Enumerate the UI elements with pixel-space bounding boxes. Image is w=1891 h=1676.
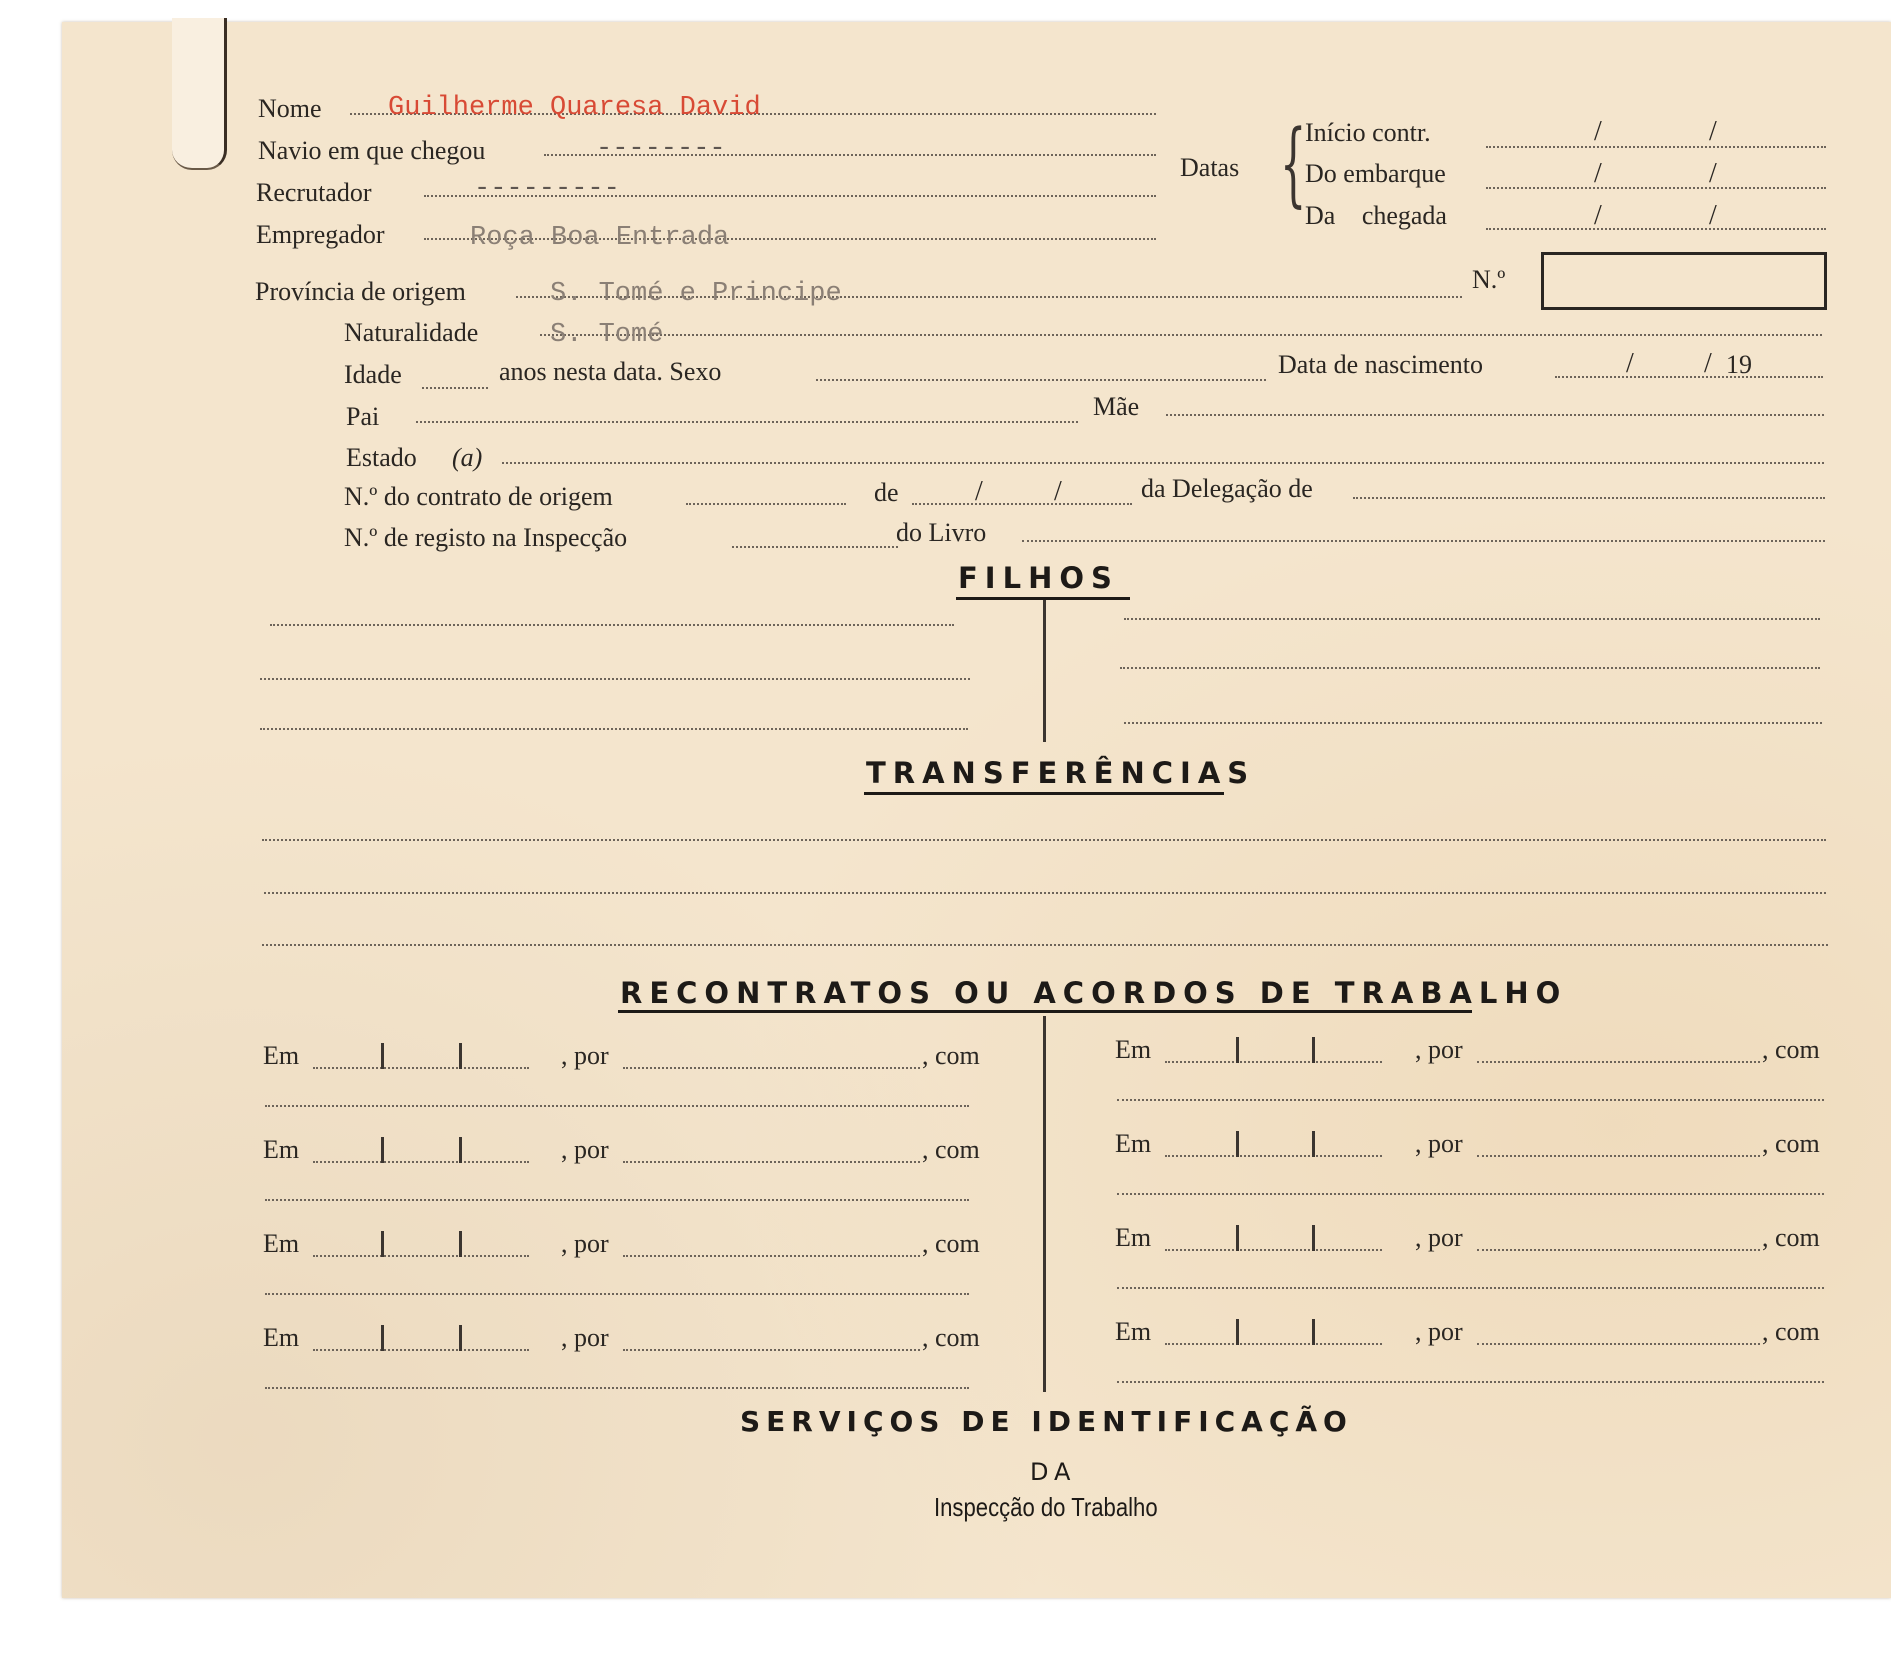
- footer-line-2: DA: [1030, 1458, 1077, 1486]
- filhos-right-line-3[interactable]: [1124, 722, 1822, 724]
- footer-line-1: SERVIÇOS DE IDENTIFICAÇÃO: [740, 1405, 1353, 1438]
- recontratos-divider: [1043, 1016, 1046, 1392]
- idade-line: [422, 387, 488, 389]
- navio-value[interactable]: --------: [596, 134, 726, 164]
- registo-label: N.º de registo na Inspecção: [344, 523, 628, 552]
- recontrato-com-label: , com: [1762, 1317, 1820, 1346]
- embarque-label: Do embarque: [1305, 159, 1446, 188]
- recontrato-date-bar-1: [381, 1043, 384, 1069]
- recontrato-second-line-left[interactable]: [265, 1199, 969, 1201]
- recontrato-date-bar-1: [1236, 1131, 1239, 1157]
- recontrato-em-label: Em: [1115, 1035, 1152, 1064]
- naturalidade-value[interactable]: S. Tomé: [550, 320, 664, 350]
- chegada-label: Da chegada: [1305, 201, 1447, 230]
- recontrato-date-line[interactable]: [1165, 1155, 1382, 1157]
- navio-label: Navio em que chegou: [258, 136, 486, 165]
- recontrato-em-label: Em: [1115, 1317, 1152, 1346]
- recontrato-por-label: , por: [561, 1229, 609, 1258]
- empregador-label: Empregador: [256, 220, 385, 249]
- nascimento-year: 19: [1726, 350, 1752, 379]
- transferencias-line-3[interactable]: [262, 944, 1828, 946]
- contrato-date-line: [912, 503, 1132, 505]
- pai-label: Pai: [346, 402, 380, 431]
- recrutador-label: Recrutador: [256, 178, 372, 207]
- recontrato-por-line[interactable]: [1477, 1249, 1760, 1251]
- recontrato-date-line[interactable]: [313, 1255, 529, 1257]
- recontrato-second-line-right[interactable]: [1117, 1381, 1824, 1383]
- transferencias-heading: TRANSFERÊNCIAS: [866, 756, 1256, 790]
- livro-label: do Livro: [896, 518, 987, 547]
- transferencias-line-1[interactable]: [262, 839, 1826, 841]
- filhos-divider: [1043, 600, 1046, 742]
- recontrato-com-label: , com: [922, 1229, 980, 1258]
- recontrato-em-label: Em: [1115, 1129, 1152, 1158]
- provincia-label: Província de origem: [255, 277, 466, 306]
- recontrato-por-line[interactable]: [1477, 1343, 1760, 1345]
- recontratos-heading: RECONTRATOS OU ACORDOS DE TRABALHO: [620, 976, 1568, 1010]
- nome-label: Nome: [258, 94, 322, 123]
- recontrato-second-line-right[interactable]: [1117, 1287, 1824, 1289]
- recontrato-por-line[interactable]: [1477, 1155, 1760, 1157]
- recontrato-por-line[interactable]: [623, 1349, 920, 1351]
- recontrato-com-label: , com: [1762, 1035, 1820, 1064]
- inicio-slash-1: /: [1594, 116, 1602, 147]
- estado-note: (a): [452, 443, 483, 472]
- nascimento-line: [1555, 376, 1823, 378]
- recontrato-date-bar-2: [1312, 1037, 1315, 1063]
- recontrato-por-label: , por: [1415, 1129, 1463, 1158]
- recontrato-por-label: , por: [561, 1041, 609, 1070]
- recontrato-em-label: Em: [263, 1229, 300, 1258]
- idade-label: Idade: [344, 360, 402, 389]
- mae-label: Mãe: [1093, 392, 1140, 421]
- inicio-label: Início contr.: [1305, 118, 1431, 147]
- filhos-right-line-1[interactable]: [1124, 618, 1820, 620]
- estado-label: Estado: [346, 443, 417, 472]
- contrato-label: N.º do contrato de origem: [344, 482, 613, 511]
- recontrato-por-label: , por: [1415, 1223, 1463, 1252]
- recontratos-underline: [618, 1010, 1472, 1013]
- anos-sexo-label: anos nesta data. Sexo: [499, 357, 722, 386]
- recontrato-com-label: , com: [922, 1135, 980, 1164]
- recontrato-por-line[interactable]: [1477, 1061, 1760, 1063]
- datas-brace: {: [1280, 110, 1307, 217]
- recontrato-em-label: Em: [263, 1323, 300, 1352]
- recontrato-second-line-left[interactable]: [265, 1105, 969, 1107]
- pai-line: [416, 421, 1078, 423]
- recontrato-por-label: , por: [561, 1323, 609, 1352]
- punched-hole: [172, 18, 227, 170]
- delegacao-label: da Delegação de: [1141, 474, 1313, 503]
- filhos-left-line-2[interactable]: [260, 678, 970, 680]
- nascimento-slash-1: /: [1626, 348, 1634, 379]
- nascimento-slash-2: /: [1704, 348, 1712, 379]
- nome-value[interactable]: Guilherme Quaresa David: [388, 93, 761, 123]
- recontrato-com-label: , com: [1762, 1129, 1820, 1158]
- recontrato-com-label: , com: [1762, 1223, 1820, 1252]
- footer-line-3: Inspecção do Trabalho: [934, 1492, 1158, 1522]
- recontrato-com-label: , com: [922, 1323, 980, 1352]
- recontrato-com-label: , com: [922, 1041, 980, 1070]
- recontrato-por-line[interactable]: [623, 1255, 920, 1257]
- recontrato-date-line[interactable]: [313, 1161, 529, 1163]
- chegada-slash-1: /: [1594, 200, 1602, 231]
- provincia-value[interactable]: S. Tomé e Principe: [550, 279, 842, 309]
- transferencias-line-2[interactable]: [264, 892, 1826, 894]
- numero-label: N.º: [1472, 265, 1506, 294]
- recontrato-date-line[interactable]: [1165, 1343, 1382, 1345]
- recontrato-second-line-left[interactable]: [265, 1387, 969, 1389]
- contrato-slash-1: /: [975, 476, 983, 507]
- recontrato-por-line[interactable]: [623, 1161, 920, 1163]
- contrato-slash-2: /: [1054, 476, 1062, 507]
- embarque-slash-2: /: [1709, 158, 1717, 189]
- recontrato-em-label: Em: [263, 1041, 300, 1070]
- livro-line: [1022, 540, 1825, 542]
- embarque-line: [1486, 187, 1826, 189]
- recontrato-date-bar-2: [459, 1231, 462, 1257]
- empregador-value[interactable]: Roça Boa Entrada: [470, 223, 730, 253]
- recontrato-date-bar-2: [459, 1137, 462, 1163]
- delegacao-line: [1353, 497, 1825, 499]
- estado-line: [502, 462, 1824, 464]
- nascimento-label: Data de nascimento: [1278, 350, 1484, 379]
- embarque-slash-1: /: [1594, 158, 1602, 189]
- recontrato-date-bar-1: [381, 1231, 384, 1257]
- recontrato-date-bar-1: [1236, 1319, 1239, 1345]
- recrutador-value[interactable]: ---------: [474, 174, 620, 204]
- recontrato-second-line-right[interactable]: [1117, 1099, 1824, 1101]
- recontrato-date-bar-1: [381, 1325, 384, 1351]
- naturalidade-line: [540, 334, 1822, 336]
- recontrato-por-label: , por: [1415, 1035, 1463, 1064]
- transferencias-underline: [864, 792, 1224, 795]
- recontrato-por-label: , por: [1415, 1317, 1463, 1346]
- recontrato-date-line[interactable]: [1165, 1061, 1382, 1063]
- sexo-line: [816, 379, 1266, 381]
- recontrato-date-bar-2: [459, 1325, 462, 1351]
- recontrato-date-bar-2: [459, 1043, 462, 1069]
- inicio-line: [1486, 146, 1826, 148]
- filhos-right-line-2[interactable]: [1120, 667, 1820, 669]
- recontrato-por-line[interactable]: [623, 1067, 920, 1069]
- recontrato-second-line-left[interactable]: [265, 1293, 969, 1295]
- inicio-slash-2: /: [1709, 116, 1717, 147]
- recontrato-por-label: , por: [561, 1135, 609, 1164]
- mae-line: [1166, 414, 1824, 416]
- recontrato-date-bar-2: [1312, 1319, 1315, 1345]
- filhos-left-line-1[interactable]: [270, 624, 954, 626]
- recontrato-date-bar-2: [1312, 1131, 1315, 1157]
- recontrato-em-label: Em: [263, 1135, 300, 1164]
- recontrato-second-line-right[interactable]: [1117, 1193, 1824, 1195]
- recontrato-em-label: Em: [1115, 1223, 1152, 1252]
- naturalidade-label: Naturalidade: [344, 318, 479, 347]
- recontrato-date-bar-1: [381, 1137, 384, 1163]
- filhos-heading: FILHOS: [958, 561, 1119, 595]
- chegada-slash-2: /: [1709, 200, 1717, 231]
- filhos-left-line-3[interactable]: [260, 728, 968, 730]
- recontrato-date-bar-2: [1312, 1225, 1315, 1251]
- recontrato-date-line[interactable]: [313, 1349, 529, 1351]
- recontrato-date-line[interactable]: [313, 1067, 529, 1069]
- chegada-line: [1486, 228, 1826, 230]
- recontrato-date-bar-1: [1236, 1225, 1239, 1251]
- recontrato-date-line[interactable]: [1165, 1249, 1382, 1251]
- contrato-line: [686, 503, 846, 505]
- contrato-de-label: de: [874, 478, 899, 507]
- registo-line: [732, 546, 898, 548]
- recontrato-date-bar-1: [1236, 1037, 1239, 1063]
- datas-label: Datas: [1180, 153, 1240, 182]
- numero-box[interactable]: [1541, 252, 1827, 310]
